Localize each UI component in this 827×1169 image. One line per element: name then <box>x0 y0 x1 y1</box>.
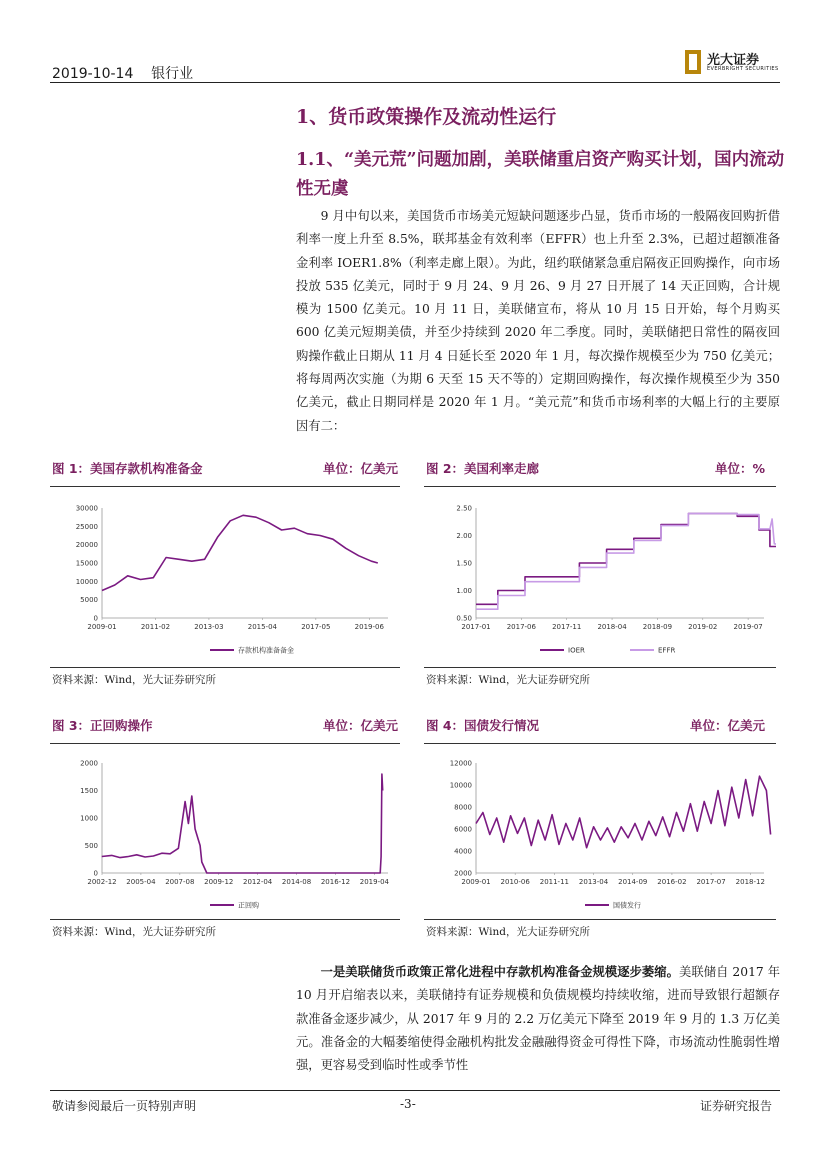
legend-label: 国债发行 <box>613 901 641 910</box>
figure-2-rule <box>424 486 776 487</box>
x-tick-label: 2009-01 <box>461 878 491 886</box>
figure-2-chart <box>424 500 776 660</box>
y-tick-label: 10000 <box>449 781 472 790</box>
company-logo <box>685 49 785 77</box>
x-tick-label: 2009-12 <box>204 878 234 886</box>
y-tick-label: 2000 <box>454 869 472 878</box>
figure-3-source: 资料来源：Wind，光大证券研究所 <box>52 926 216 938</box>
figure-2-unit: 单位：% <box>714 461 765 476</box>
header-date-sector: 2019-10-14 银行业 <box>52 66 194 82</box>
y-tick-label: 1.00 <box>456 587 472 595</box>
paragraph-2-lead: 一是美联储货币政策正常化进程中存款机构准备金规模逐步萎缩。 <box>320 964 680 979</box>
x-tick-label: 2013-03 <box>194 623 224 631</box>
legend-label: 存款机构准备备金 <box>238 646 294 655</box>
subsection-heading: 1.1、“美元荒”问题加剧，美联储重启资产购买计划，国内流动性无虞 <box>296 150 785 199</box>
series-line-2 <box>476 514 776 610</box>
logo-icon <box>685 50 701 74</box>
paragraph-2-text: 美联储自 2017 年 10 月开启缩表以来，美联储持有证券规模和负债规模均持续收缩，进而导致银行超额存款准备金逐步减少，从 2017 年 9 月的 2.2 万亿美元下降至 2019 年 9 月的 1.3 万亿美元。准备金的大幅萎缩使得金融机构批发金融融得资金可得性下降，市场流动性脆弱性增强，更容易受到临时性或季节性 <box>296 965 780 1073</box>
figure-4-bottom-rule <box>424 919 776 920</box>
y-tick-label: 10000 <box>75 577 98 586</box>
legend-label: EFFR <box>658 646 676 655</box>
x-tick-label: 2017-05 <box>301 623 331 631</box>
figure-2-bottom-rule <box>424 667 776 668</box>
x-tick-label: 2019-04 <box>359 878 390 886</box>
footer-report-type: 证券研究报告 <box>700 1099 773 1113</box>
x-tick-label: 2014-08 <box>281 878 312 886</box>
y-tick-label: 0.50 <box>456 614 472 623</box>
x-tick-label: 2018-09 <box>642 623 673 631</box>
series-line-1 <box>102 774 383 873</box>
x-tick-label: 2018-12 <box>735 878 765 886</box>
footer-disclaimer: 敬请参阅最后一页特别声明 <box>52 1099 197 1113</box>
y-tick-label: 1000 <box>80 814 98 823</box>
section-heading: 1、货币政策操作及流动性运行 <box>296 106 557 128</box>
x-tick-label: 2012-04 <box>243 878 273 886</box>
series-line-1 <box>476 776 771 848</box>
series-line-1 <box>102 515 378 590</box>
y-tick-label: 4000 <box>454 847 472 856</box>
body-text-2 <box>296 960 780 1077</box>
figure-1-title: 图 1：美国存款机构准备金 <box>52 461 203 476</box>
x-tick-label: 2011-02 <box>140 623 171 631</box>
x-tick-label: 2009-01 <box>87 623 117 631</box>
figure-4-chart <box>424 755 776 915</box>
x-tick-label: 2013-04 <box>578 878 609 886</box>
logo-cn-text: 光大证券 <box>707 53 760 68</box>
body-text <box>296 205 780 438</box>
y-tick-label: 2.00 <box>456 532 472 540</box>
x-tick-label: 2017-07 <box>696 878 726 886</box>
x-tick-label: 2002-12 <box>87 878 117 886</box>
figure-4-source: 资料来源：Wind，光大证券研究所 <box>426 926 590 938</box>
y-tick-label: 1500 <box>80 787 98 795</box>
legend-label: IOER <box>568 646 585 655</box>
figure-2-source: 资料来源：Wind，光大证券研究所 <box>426 674 590 686</box>
figure-3-rule <box>50 743 400 744</box>
figure-1-unit: 单位：亿美元 <box>322 461 398 476</box>
x-tick-label: 2015-04 <box>247 623 277 631</box>
x-tick-label: 2019-02 <box>688 623 718 631</box>
logo-en-text: EVERBRIGHT SECURITIES <box>707 66 779 72</box>
y-tick-label: 500 <box>84 842 98 850</box>
y-tick-label: 2.50 <box>456 504 472 513</box>
x-tick-label: 2014-09 <box>618 878 648 886</box>
y-tick-label: 20000 <box>75 541 98 550</box>
figure-3-title: 图 3：正回购操作 <box>52 718 153 733</box>
figure-3-bottom-rule <box>50 919 400 920</box>
figure-4-title: 图 4：国债发行情况 <box>426 718 540 733</box>
page-number: -3- <box>400 1097 416 1111</box>
figure-1-chart <box>50 500 400 660</box>
paragraph-1: 9 月中旬以来，美国货币市场美元短缺问题逐步凸显，货币市场的一般隔夜回购折借利率一度上升至 8.5%，联邦基金有效利率（EFFR）也上升至 2.3%，已超过超额准备金利率 IOER1.8%（利率走廊上限）。为此，纽约联储紧急重启隔夜正回购操作，向市场投放 535 亿美元，同时于 9 月 24、9 月 26、9 月 27 日开展了 14 天正回购，合计规模为 1500 亿美元。10 月 11 日，美联储宣布，将从 10 月 15 日开始，每个月购买 600 亿美元短期美债，并至少持续到 2020 年二季度。同时，美联储把日常性的隔夜回购操作截止日期从 11 月 4 日延长至 2020 年 1 月，每次操作规模至少为 750 亿美元；将每周两次实施（为期 6 天至 15 天不等的）定期回购操作，每次操作规模至少为 350 亿美元，截止日期同样是 2020 年 1 月。“美元荒”和货币市场利率的大幅上行的主要原因有二： <box>296 209 780 433</box>
y-tick-label: 5000 <box>80 596 98 605</box>
x-tick-label: 2007-08 <box>165 878 195 886</box>
x-tick-label: 2011-11 <box>539 878 569 886</box>
y-tick-label: 2000 <box>80 759 98 768</box>
y-tick-label: 25000 <box>75 522 98 531</box>
x-tick-label: 2017-11 <box>552 623 582 631</box>
figure-4-rule <box>424 743 776 744</box>
figure-3-unit: 单位：亿美元 <box>322 718 398 733</box>
x-tick-label: 2005-04 <box>126 878 156 886</box>
y-tick-label: 0 <box>93 869 98 878</box>
paragraph-2 <box>296 960 780 1077</box>
figure-2-title: 图 2：美国利率走廊 <box>426 461 540 476</box>
x-tick-label: 2016-02 <box>657 878 687 886</box>
y-tick-label: 6000 <box>454 825 472 834</box>
y-tick-label: 8000 <box>454 803 472 812</box>
x-tick-label: 2017-06 <box>506 623 536 631</box>
series-line-1 <box>476 514 776 605</box>
x-tick-label: 2018-04 <box>597 623 627 631</box>
y-tick-label: 30000 <box>75 504 98 513</box>
y-tick-label: 15000 <box>75 559 98 568</box>
footer-divider <box>50 1090 780 1091</box>
x-tick-label: 2010-06 <box>500 878 530 886</box>
x-tick-label: 2019-06 <box>354 623 384 631</box>
y-tick-label: 0 <box>93 614 98 623</box>
figure-4-unit: 单位：亿美元 <box>689 718 765 733</box>
x-tick-label: 2019-07 <box>733 623 763 631</box>
header-divider <box>50 82 780 83</box>
y-tick-label: 12000 <box>449 759 472 768</box>
x-tick-label: 2017-01 <box>461 623 491 631</box>
figure-1-rule <box>50 486 400 487</box>
legend-label: 正回购 <box>238 901 259 910</box>
y-tick-label: 1.50 <box>456 559 472 568</box>
figure-1-source: 资料来源：Wind，光大证券研究所 <box>52 674 216 686</box>
x-tick-label: 2016-12 <box>320 878 351 886</box>
figure-1-bottom-rule <box>50 667 400 668</box>
figure-3-chart <box>50 755 400 915</box>
